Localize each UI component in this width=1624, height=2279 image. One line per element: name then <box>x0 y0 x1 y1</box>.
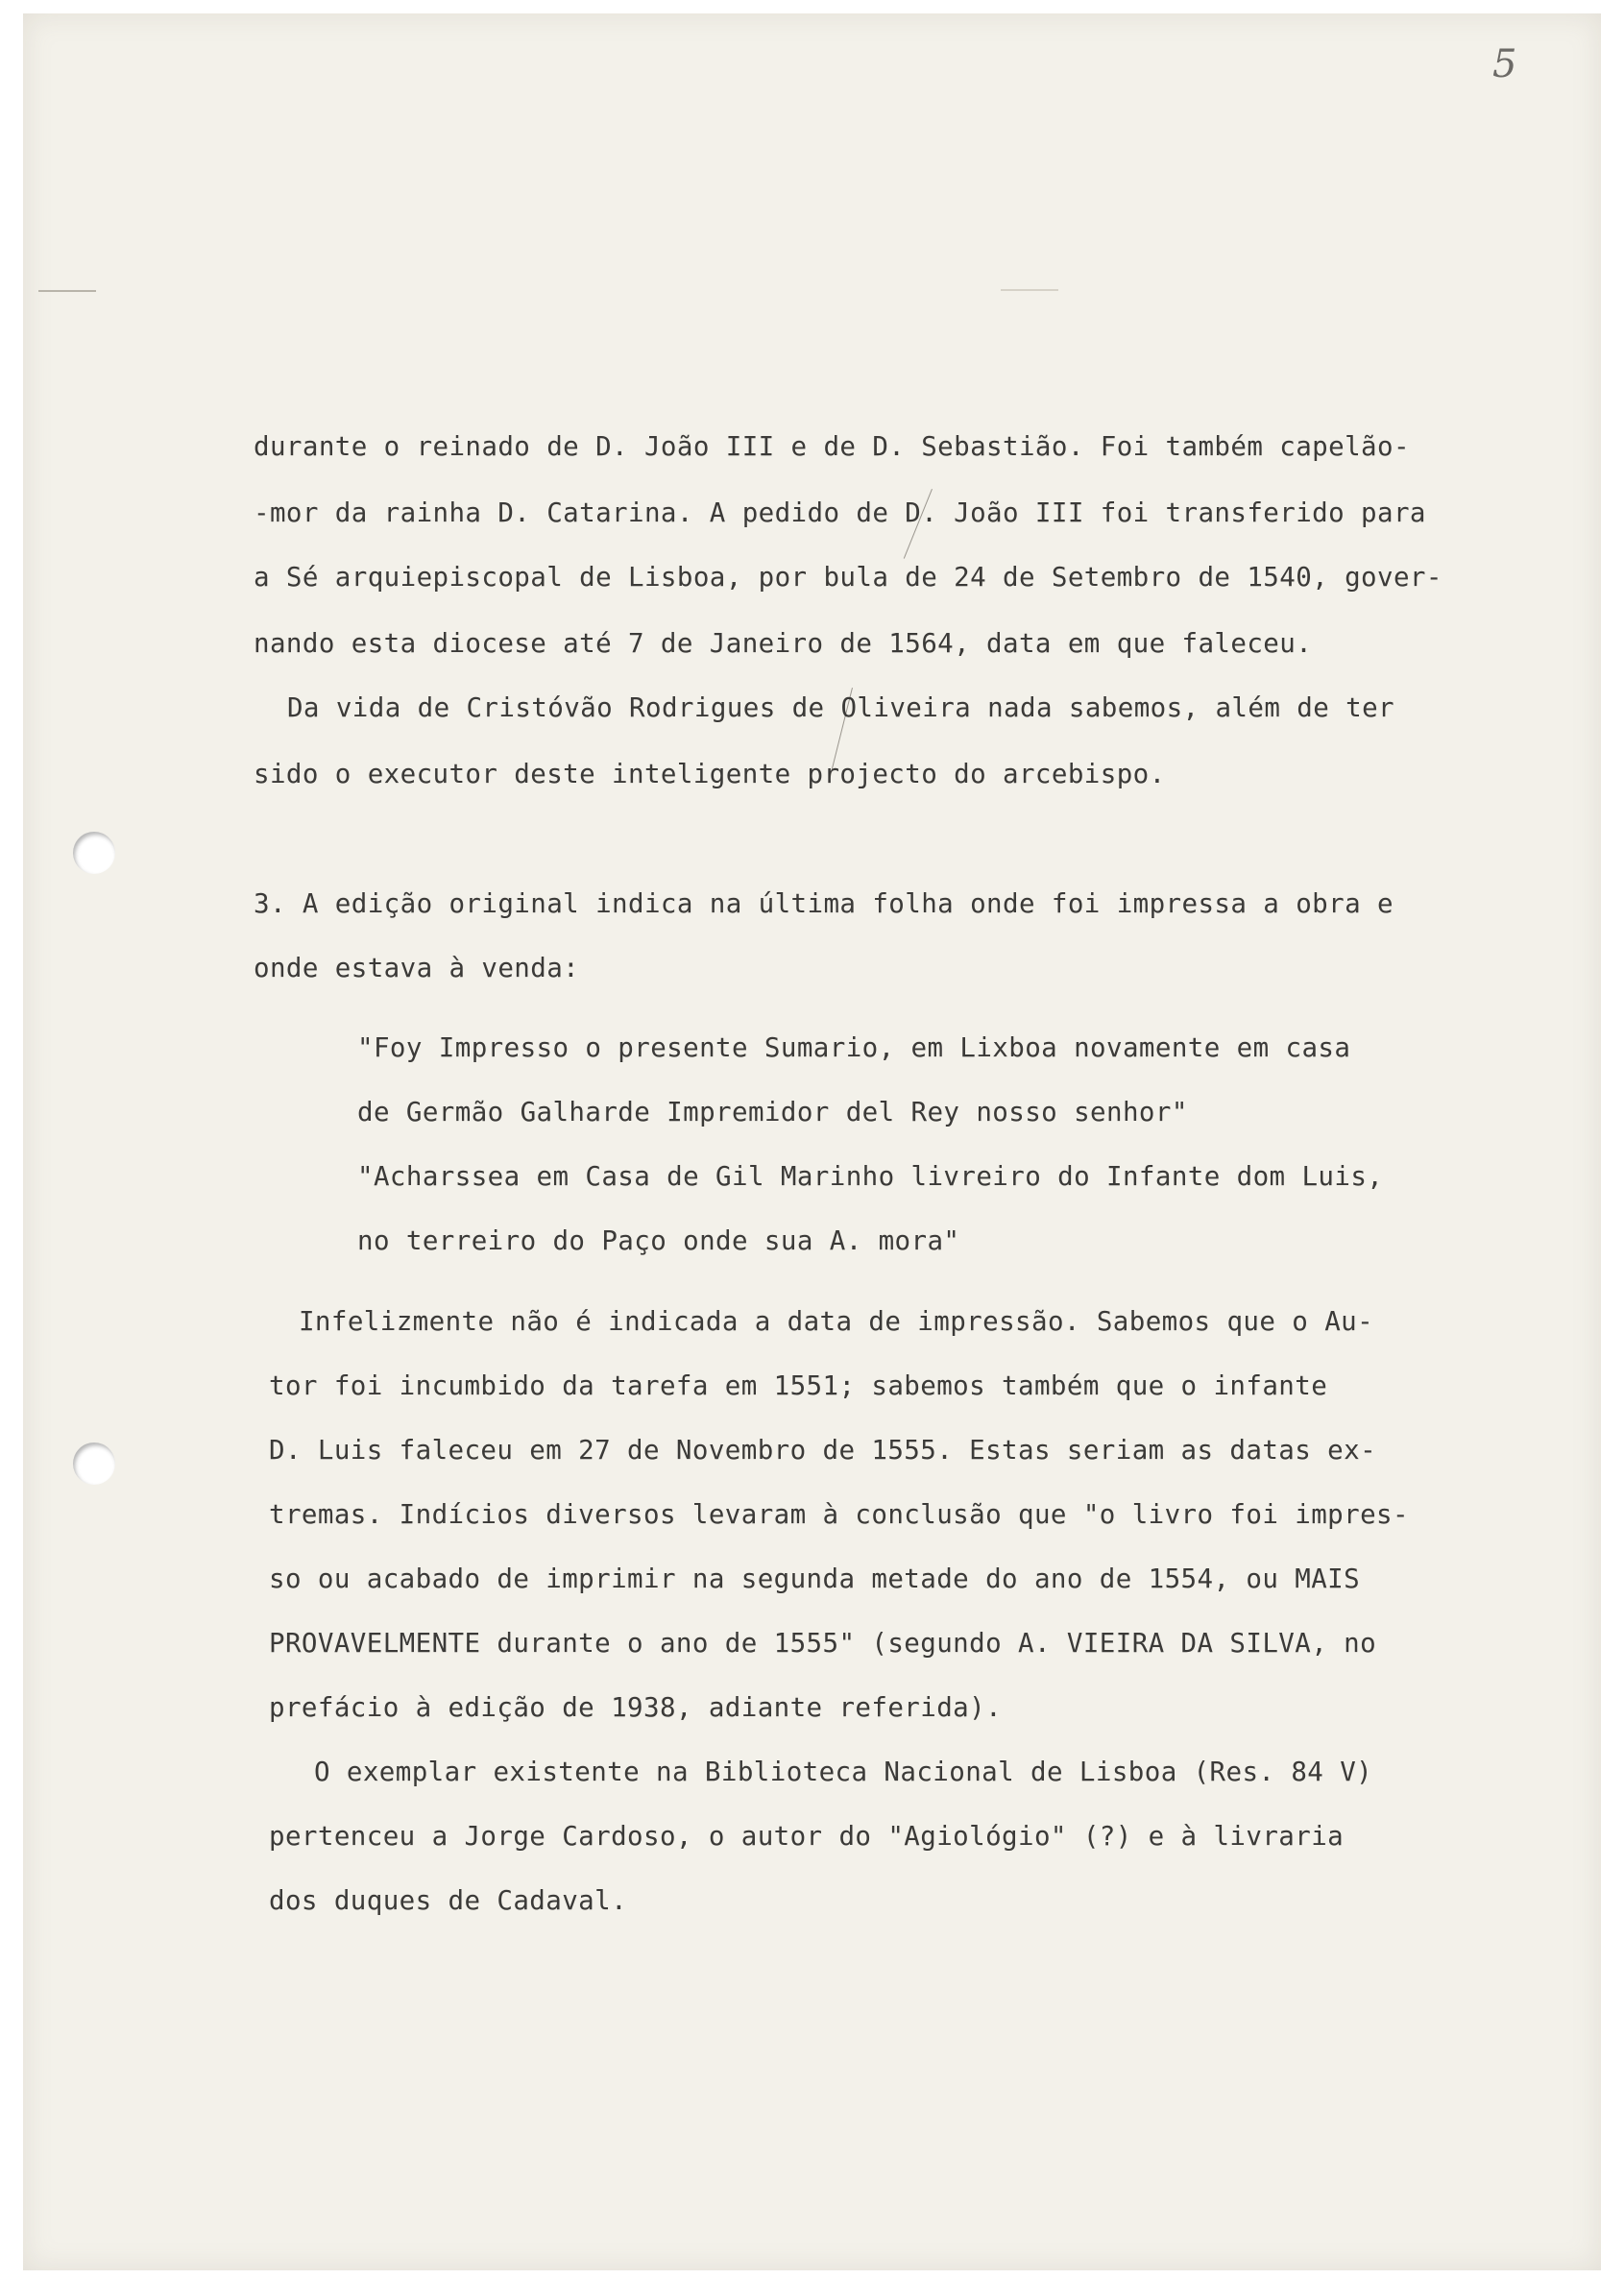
text-line: D. Luis faleceu em 27 de Novembro de 1555. Estas seriam as datas ex- <box>269 1435 1377 1466</box>
text-line: nando esta diocese até 7 de Janeiro de 1564, data em que faleceu. <box>254 628 1313 659</box>
punch-hole <box>73 1443 115 1485</box>
text-line: tor foi incumbido da tarefa em 1551; sabemos também que o infante <box>269 1370 1328 1401</box>
text-line: a Sé arquiepiscopal de Lisboa, por bula de 24 de Setembro de 1540, gover- <box>254 562 1442 593</box>
text-line: onde estava à venda: <box>254 953 580 983</box>
paper-mark <box>38 290 96 292</box>
text-line: Infelizmente não é indicada a data de impressão. Sabemos que o Au- <box>282 1306 1374 1337</box>
text-line: prefácio à edição de 1938, adiante referida). <box>269 1692 1003 1723</box>
quote-line: no terreiro do Paço onde sua A. mora" <box>357 1225 960 1256</box>
text-line: -mor da rainha D. Catarina. A pedido de D. João III foi transferido para <box>254 497 1426 528</box>
text-line: pertenceu a Jorge Cardoso, o autor do "Agiológio" (?) e à livraria <box>269 1821 1345 1852</box>
text-line: dos duques de Cadaval. <box>269 1885 628 1916</box>
page-number: 5 <box>1492 42 1517 86</box>
text-line: O exemplar existente na Biblioteca Nacional de Lisboa (Res. 84 V) <box>298 1757 1373 1787</box>
text-line: so ou acabado de imprimir na segunda metade do ano de 1554, ou MAIS <box>269 1564 1361 1594</box>
text-line: durante o reinado de D. João III e de D. Sebastião. Foi também capelão- <box>254 431 1410 462</box>
quote-line: "Acharssea em Casa de Gil Marinho livreiro do Infante dom Luis, <box>357 1161 1384 1192</box>
text-line: Da vida de Cristóvão Rodrigues de Oliveira nada sabemos, além de ter <box>271 692 1394 723</box>
paper-mark <box>1001 289 1058 291</box>
text-line: PROVAVELMENTE durante o ano de 1555" (segundo A. VIEIRA DA SILVA, no <box>269 1628 1377 1659</box>
document-page <box>23 13 1601 2270</box>
text-line: tremas. Indícios diversos levaram à conclusão que "o livro foi impres- <box>269 1499 1409 1530</box>
text-line: 3. A edição original indica na última folha onde foi impressa a obra e <box>254 888 1394 919</box>
quote-line: "Foy Impresso o presente Sumario, em Lixboa novamente em casa <box>357 1032 1351 1063</box>
punch-hole <box>73 832 115 874</box>
quote-line: de Germão Galharde Impremidor del Rey nosso senhor" <box>357 1097 1188 1127</box>
text-line: sido o executor deste inteligente projecto do arcebispo. <box>254 759 1166 789</box>
